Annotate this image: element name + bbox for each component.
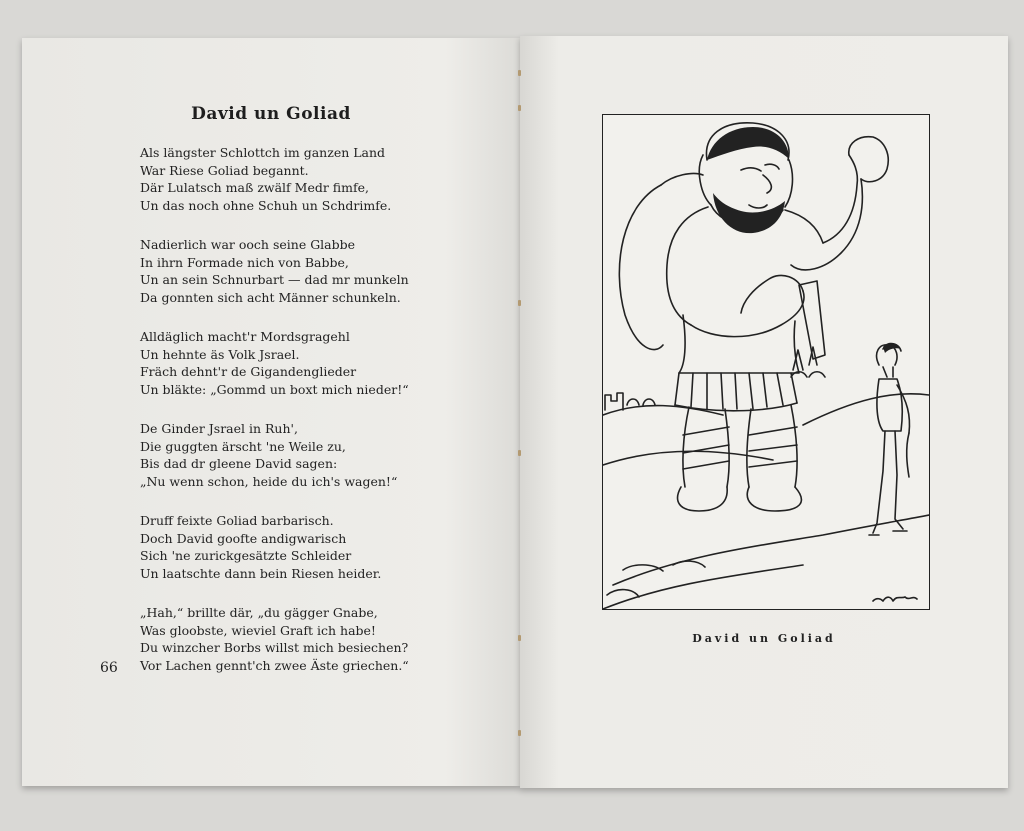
stanza-5	[140, 512, 409, 582]
stanza-3	[140, 328, 409, 398]
binding-stitch	[518, 300, 521, 306]
left-page	[22, 38, 520, 786]
poem-line: Als längster Schlottch im ganzen Land	[140, 145, 386, 160]
right-page	[520, 36, 1008, 788]
poem-line: Un an sein Schnurbart — dad mr munkeln	[140, 272, 409, 287]
poem-line: De Ginder Jsrael in Ruh',	[140, 421, 298, 436]
poem-line: „Nu wenn schon, heide du ich's wagen!“	[140, 473, 398, 489]
poem-line: Was gloobste, wieviel Graft ich habe!	[140, 622, 376, 638]
illustration-caption: David un Goliad	[692, 632, 836, 645]
poem-line: „Hah,“ brillte där, „du gägger Gnabe,	[140, 605, 378, 620]
stanza-1	[140, 144, 409, 214]
poem-body	[140, 144, 409, 696]
binding-stitch	[518, 105, 521, 111]
poem-title: David un Goliad	[191, 104, 351, 124]
poem-line: Bis dad dr gleene David sagen:	[140, 456, 338, 471]
page-number: 66	[100, 660, 118, 676]
stanza-6	[140, 604, 409, 674]
poem-line: In ihrn Formade nich von Babbe,	[140, 254, 349, 270]
stanza-2	[140, 236, 409, 306]
poem-line: Un das noch ohne Schuh un Schdrimfe.	[140, 197, 392, 213]
illustration-frame	[602, 114, 930, 610]
poem-line: War Riese Goliad begannt.	[140, 162, 309, 178]
binding-stitch	[518, 450, 521, 456]
binding-stitch	[518, 730, 521, 736]
binding-stitch	[518, 70, 521, 76]
poem-line: Där Lulatsch maß zwälf Medr fimfe,	[140, 180, 369, 195]
poem-line: Doch David goofte andigwarisch	[140, 530, 347, 546]
poem-line: Un bläkte: „Gommd un boxt mich nieder!“	[140, 381, 409, 397]
poem-line: Die guggten ärscht 'ne Weile zu,	[140, 438, 346, 454]
poem-line: Nadierlich war ooch seine Glabbe	[140, 237, 356, 252]
poem-line: Da gonnten sich acht Männer schunkeln.	[140, 289, 401, 305]
poem-line: Sich 'ne zurickgesätzte Schleider	[140, 548, 352, 563]
binding-stitch	[518, 635, 521, 641]
poem-line: Du winzcher Borbs willst mich besiechen?	[140, 640, 409, 655]
poem-line: Druff feixte Goliad barbarisch.	[140, 513, 334, 528]
open-book	[22, 30, 1010, 800]
goliath-david-illustration	[603, 115, 929, 609]
poem-line: Un laatschte dann bein Riesen heider.	[140, 565, 382, 581]
poem-line: Un hehnte äs Volk Jsrael.	[140, 346, 300, 362]
poem-line: Vor Lachen gennt'ch zwee Äste griechen.“	[140, 657, 409, 673]
poem-line: Fräch dehnt'r de Gigandenglieder	[140, 364, 357, 379]
stanza-4	[140, 420, 409, 490]
poem-line: Alldäglich macht'r Mordsgragehl	[140, 329, 350, 344]
